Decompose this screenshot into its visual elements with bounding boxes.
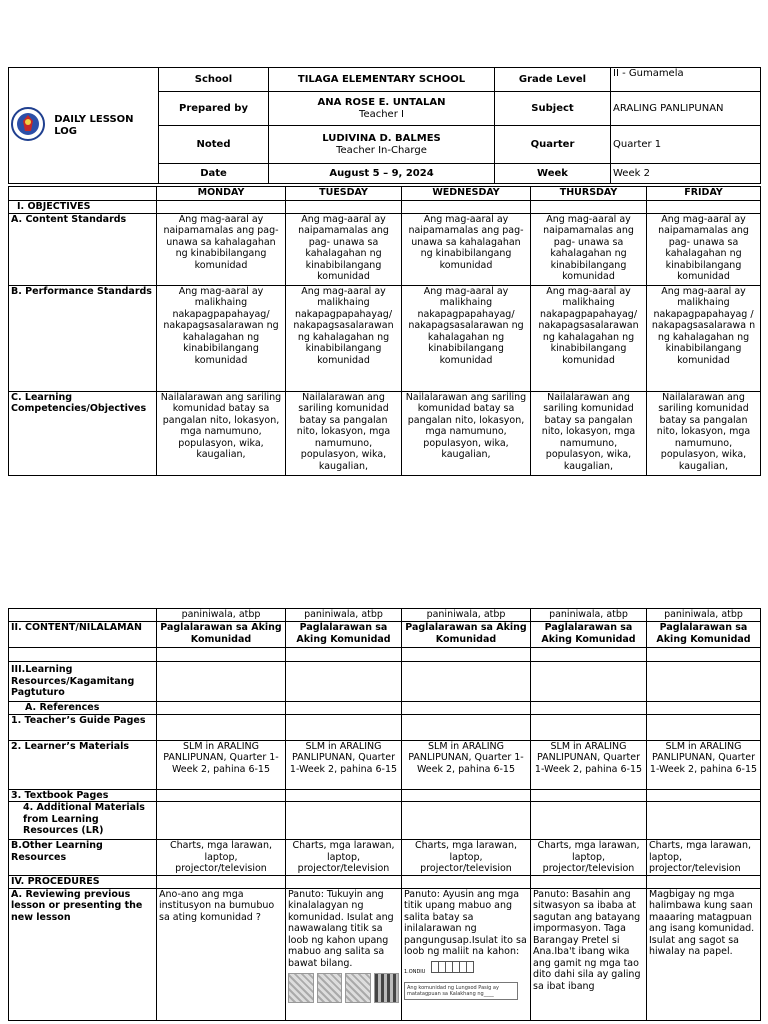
content-standards-cell: Ang mag-aaral ay naipamamalas ang pag- unawa sa kahalagahan ng kinabibilangang komunidad xyxy=(402,213,531,285)
other-resources-cell: Charts, mga larawan, laptop, projector/television xyxy=(286,840,402,876)
community-image xyxy=(317,973,343,1003)
content-value: Paglalarawan sa Aking Komunidad xyxy=(531,622,647,648)
objectives-table xyxy=(8,186,761,476)
week-value: Week 2 xyxy=(611,164,761,184)
objectives-section xyxy=(8,186,760,476)
content-standards-cell: Ang mag-aaral ay naipamamalas ang pag- unawa sa kahalagahan ng kinabibilangang komunidad xyxy=(531,213,647,285)
continued-text: paniniwala, atbp xyxy=(647,609,761,622)
competencies-cell: Nailalarawan ang sariling komunidad batay sa pangalan nito, lokasyon, mga namumuno, populasyon, wika, kaugalian, xyxy=(647,391,761,475)
continued-text: paniniwala, atbp xyxy=(286,609,402,622)
other-resources-cell: Charts, mga larawan, laptop, projector/television xyxy=(647,840,761,876)
header-table xyxy=(8,67,761,184)
competencies-cell: Nailalarawan ang sariling komunidad batay sa pangalan nito, lokasyon, mga namumuno, populasyon, wika, kaugalian, xyxy=(157,391,286,475)
continued-text: paniniwala, atbp xyxy=(531,609,647,622)
learners-materials-cell: SLM in ARALING PANLIPUNAN, Quarter 1-Week 2, pahina 6-15 xyxy=(647,740,761,789)
header-section xyxy=(8,67,760,184)
community-image xyxy=(345,973,371,1003)
performance-standards-cell: Ang mag-aaral ay malikhaing nakapagpapahayag / nakapagsasalarawa n ng kahalagahan ng kinabibilangang komunidad xyxy=(647,285,761,391)
date-value: August 5 – 9, 2024 xyxy=(269,164,495,184)
subject-value: ARALING PANLIPUNAN xyxy=(611,92,761,126)
review-cell-wednesday xyxy=(402,888,531,1020)
grade-label: Grade Level xyxy=(495,68,611,92)
competencies-cell: Nailalarawan ang sariling komunidad batay sa pangalan nito, lokasyon, mga namumuno, populasyon, wika, kaugalian, xyxy=(286,391,402,475)
review-label: A. Reviewing previous lesson or presenting the new lesson xyxy=(9,888,157,1020)
puzzle-sentence: Ang komunidad ng Lungsod Pasig ay matatagpuan sa Kalakhang ng____ xyxy=(404,982,518,1000)
log-title: DAILY LESSON LOG xyxy=(54,114,134,137)
other-resources-cell: Charts, mga larawan, laptop, projector/television xyxy=(157,840,286,876)
content-standards-cell: Ang mag-aaral ay naipamamalas ang pag- unawa sa kahalagahan ng kinabibilangang komunidad xyxy=(286,213,402,285)
content-standards-label: A. Content Standards xyxy=(9,213,157,285)
community-images xyxy=(288,973,399,1003)
noted-name: LUDIVINA D. BALMES xyxy=(322,133,441,144)
noted-label: Noted xyxy=(159,126,269,164)
learners-materials-cell: SLM in ARALING PANLIPUNAN, Quarter 1-Week 2, pahina 6-15 xyxy=(286,740,402,789)
performance-standards-label: B. Performance Standards xyxy=(9,285,157,391)
grade-value: II - Gumamela xyxy=(611,68,761,92)
review-cell-friday: Magbigay ng mga halimbawa kung saan maaaring matagpuan ang isang komunidad. Isulat ang sagot sa hiwalay na papel. xyxy=(647,888,761,1020)
word-puzzle xyxy=(404,961,528,979)
objectives-heading: I. OBJECTIVES xyxy=(9,201,157,214)
log-title-cell xyxy=(9,68,159,184)
date-label: Date xyxy=(159,164,269,184)
letter-boxes xyxy=(431,961,473,973)
competencies-cell: Nailalarawan ang sariling komunidad batay sa pangalan nito, lokasyon, mga namumuno, populasyon, wika, kaugalian, xyxy=(402,391,531,475)
performance-standards-cell: Ang mag-aaral ay malikhaing nakapagpapahayag/ nakapagsasalarawan ng kahalagahan ng kinabibilangang komunidad xyxy=(402,285,531,391)
content-value: Paglalarawan sa Aking Komunidad xyxy=(402,622,531,648)
references-label: A. References xyxy=(9,702,157,715)
performance-standards-cell: Ang mag-aaral ay malikhaing nakapagpapahayag/ nakapagsasalarawan ng kahalagahan ng kinabibilangang komunidad xyxy=(286,285,402,391)
competencies-cell: Nailalarawan ang sariling komunidad batay sa pangalan nito, lokasyon, mga namumuno, populasyon, wika, kaugalian, xyxy=(531,391,647,475)
other-resources-label: B.Other Learning Resources xyxy=(9,840,157,876)
performance-standards-cell: Ang mag-aaral ay malikhaing nakapagpapahayag/ nakapagsasalarawan ng kahalagahan ng kinabibilangang komunidad xyxy=(157,285,286,391)
content-label: II. CONTENT/NILALAMAN xyxy=(9,622,157,648)
quarter-label: Quarter xyxy=(495,126,611,164)
day-thursday: THURSDAY xyxy=(531,187,647,201)
prepared-cell xyxy=(269,92,495,126)
content-value: Paglalarawan sa Aking Komunidad xyxy=(647,622,761,648)
day-wednesday: WEDNESDAY xyxy=(402,187,531,201)
procedures-label: IV. PROCEDURES xyxy=(9,876,157,889)
learners-materials-cell: SLM in ARALING PANLIPUNAN, Quarter 1-Week 2, pahina 6-15 xyxy=(531,740,647,789)
content-section xyxy=(8,608,760,1021)
learners-materials-cell: SLM in ARALING PANLIPUNAN, Quarter 1-Week 2, pahina 6-15 xyxy=(402,740,531,789)
performance-standards-cell: Ang mag-aaral ay malikhaing nakapagpapahayag/ nakapagsasalarawan ng kahalagahan ng kinabibilangang komunidad xyxy=(531,285,647,391)
content-value: Paglalarawan sa Aking Komunidad xyxy=(286,622,402,648)
noted-cell xyxy=(269,126,495,164)
prepared-name: ANA ROSE E. UNTALAN xyxy=(317,97,446,108)
teachers-guide-label: 1. Teacher’s Guide Pages xyxy=(9,714,157,740)
school-value: TILAGA ELEMENTARY SCHOOL xyxy=(269,68,495,92)
content-standards-cell: Ang mag-aaral ay naipamamalas ang pag- unawa sa kahalagahan ng kinabibilangang komunidad xyxy=(157,213,286,285)
review-cell-monday: Ano-ano ang mga institusyon na bumubuo sa ating komunidad ? xyxy=(157,888,286,1020)
day-tuesday: TUESDAY xyxy=(286,187,402,201)
learners-materials-label: 2. Learner’s Materials xyxy=(9,740,157,789)
day-monday: MONDAY xyxy=(157,187,286,201)
quarter-value: Quarter 1 xyxy=(611,126,761,164)
content-value: Paglalarawan sa Aking Komunidad xyxy=(157,622,286,648)
community-image xyxy=(288,973,314,1003)
other-resources-cell: Charts, mga larawan, laptop, projector/television xyxy=(531,840,647,876)
prepared-role: Teacher I xyxy=(359,108,404,120)
textbook-label: 3. Textbook Pages xyxy=(9,789,157,802)
competencies-label: C. Learning Competencies/Objectives xyxy=(9,391,157,475)
continued-text: paniniwala, atbp xyxy=(157,609,286,622)
subject-label: Subject xyxy=(495,92,611,126)
additional-materials-label: 4. Additional Materials from Learning Resources (LR) xyxy=(9,802,157,840)
content-table xyxy=(8,608,761,1021)
resources-label: III.Learning Resources/Kagamitang Pagtuturo xyxy=(9,662,157,702)
review-text-wednesday: Panuto: Ayusin ang mga titik upang mabuo ang salita batay sa inilalarawan ng pangungusap.Isulat ito sa loob ng maliit na kahon: xyxy=(404,888,527,957)
prepared-label: Prepared by xyxy=(159,92,269,126)
school-label: School xyxy=(159,68,269,92)
other-resources-cell: Charts, mga larawan, laptop, projector/television xyxy=(402,840,531,876)
continued-text: paniniwala, atbp xyxy=(402,609,531,622)
deped-seal-icon xyxy=(11,107,45,145)
community-image xyxy=(374,973,400,1003)
week-label: Week xyxy=(495,164,611,184)
content-standards-cell: Ang mag-aaral ay naipamamalas ang pag- unawa sa kahalagahan ng kinabibilangang komunidad xyxy=(647,213,761,285)
noted-role: Teacher In-Charge xyxy=(336,144,427,156)
day-friday: FRIDAY xyxy=(647,187,761,201)
learners-materials-cell: SLM in ARALING PANLIPUNAN, Quarter 1-Week 2, pahina 6-15 xyxy=(157,740,286,789)
review-cell-thursday: Panuto: Basahin ang sitwasyon sa ibaba at sagutan ang batayang impormasyon. Taga Barangay Pretel si Ana.Iba't ibang wika ang gamit ng mga tao dito dahi sila ay galing sa ibat ibang xyxy=(531,888,647,1020)
word-puzzle-label: 1.ONDIU xyxy=(404,968,426,975)
review-cell-tuesday xyxy=(286,888,402,1020)
review-text-tuesday: Panuto: Tukuyin ang kinalalagyan ng komunidad. Isulat ang nawawalang titik sa loob ng kahon upang mabuo ang salita sa bawat bilang. xyxy=(288,888,394,969)
